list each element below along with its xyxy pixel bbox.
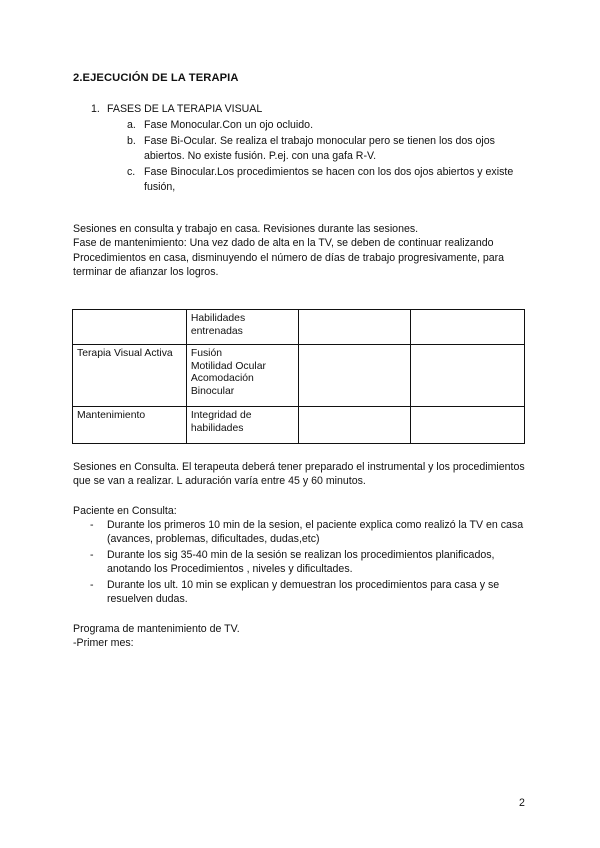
therapy-table	[72, 309, 525, 444]
table-cell	[411, 345, 525, 407]
programa-title: Programa de mantenimiento de TV.	[73, 623, 240, 635]
skill-item: Motilidad Ocular	[190, 360, 266, 372]
table-cell	[298, 407, 411, 444]
table-cell	[411, 310, 525, 345]
table-cell	[73, 310, 187, 345]
programa-block	[73, 622, 533, 651]
section-heading: 2.EJECUCIÓN DE LA TERAPIA	[73, 72, 239, 84]
table-row	[73, 345, 525, 407]
bullet-dash: -	[90, 578, 94, 591]
table-cell	[411, 407, 525, 444]
page-number: 2	[519, 797, 525, 809]
bullet-text: Durante los ult. 10 min se explican y demuestran los procedimientos para casa y se resuelven dudas.	[107, 578, 500, 606]
phases-title-text: FASES DE LA TERAPIA VISUAL	[107, 103, 263, 115]
phases-number: 1.	[91, 103, 100, 115]
list-item	[90, 548, 530, 577]
table-cell	[298, 310, 411, 345]
sessions-paragraph	[73, 222, 533, 280]
skill-item: Binocular	[190, 385, 235, 397]
phase-item-text: Fase Monocular.Con un ojo ocluido.	[144, 119, 314, 131]
maintenance-line: Fase de mantenimiento: Una vez dado de alta en la TV, se deben de continuar realizando Procedimientos en casa, disminuyendo el número de días de trabajo progresivamente, para terminar de afianzar los logros.	[73, 237, 505, 279]
phase-item-marker: c.	[127, 166, 136, 179]
list-item	[90, 578, 530, 607]
sessions-line: Sesiones en consulta y trabajo en casa. Revisiones durante las sesiones.	[73, 223, 419, 235]
row-label: Mantenimiento	[73, 407, 187, 444]
skill-item: Acomodación	[190, 373, 254, 385]
paciente-bullet-list	[90, 518, 530, 607]
list-item	[90, 518, 530, 547]
phase-item-marker: b.	[127, 135, 136, 148]
phase-item-c	[127, 165, 527, 194]
table-header-skills: Habilidades entrenadas	[186, 310, 298, 345]
paciente-title: Paciente en Consulta:	[73, 505, 177, 517]
bullet-text: Durante los sig 35-40 min de la sesión se realizan los procedimientos planificados, anotando los Procedimientos , niveles y dificultades.	[107, 548, 495, 576]
skill-item: Integridad de habilidades	[190, 410, 252, 434]
row-label: Terapia Visual Activa	[73, 345, 187, 407]
row-skills	[186, 407, 298, 444]
phases-list	[127, 118, 527, 196]
row-skills	[186, 345, 298, 407]
skill-item: Fusión	[190, 348, 223, 359]
table-cell	[298, 345, 411, 407]
bullet-text: Durante los primeros 10 min de la sesion, el paciente explica como realizó la TV en casa (avances, problemas, dificultades, dudas,etc)	[107, 519, 524, 546]
phase-item-a	[127, 118, 527, 132]
primer-mes-label: -Primer mes:	[73, 637, 134, 650]
table-row	[73, 407, 525, 444]
consulta-paragraph: Sesiones en Consulta. El terapeuta deberá tener preparado el instrumental y los procedimientos que se van a realizar. L aduración varía entre 45 y 60 minutos.	[73, 461, 525, 488]
phase-item-text: Fase Bi-Ocular. Se realiza el trabajo monocular pero se tienen los dos ojos abiertos. No existe fusión. P.ej. con una gafa R-V.	[144, 135, 495, 162]
phase-item-marker: a.	[127, 119, 136, 131]
bullet-dash: -	[90, 548, 94, 561]
phase-item-b	[127, 134, 527, 163]
table-header-row	[73, 310, 525, 345]
bullet-dash: -	[90, 519, 94, 531]
phase-item-text: Fase Binocular.Los procedimientos se hacen con los dos ojos abiertos y existe fusión,	[144, 166, 514, 193]
